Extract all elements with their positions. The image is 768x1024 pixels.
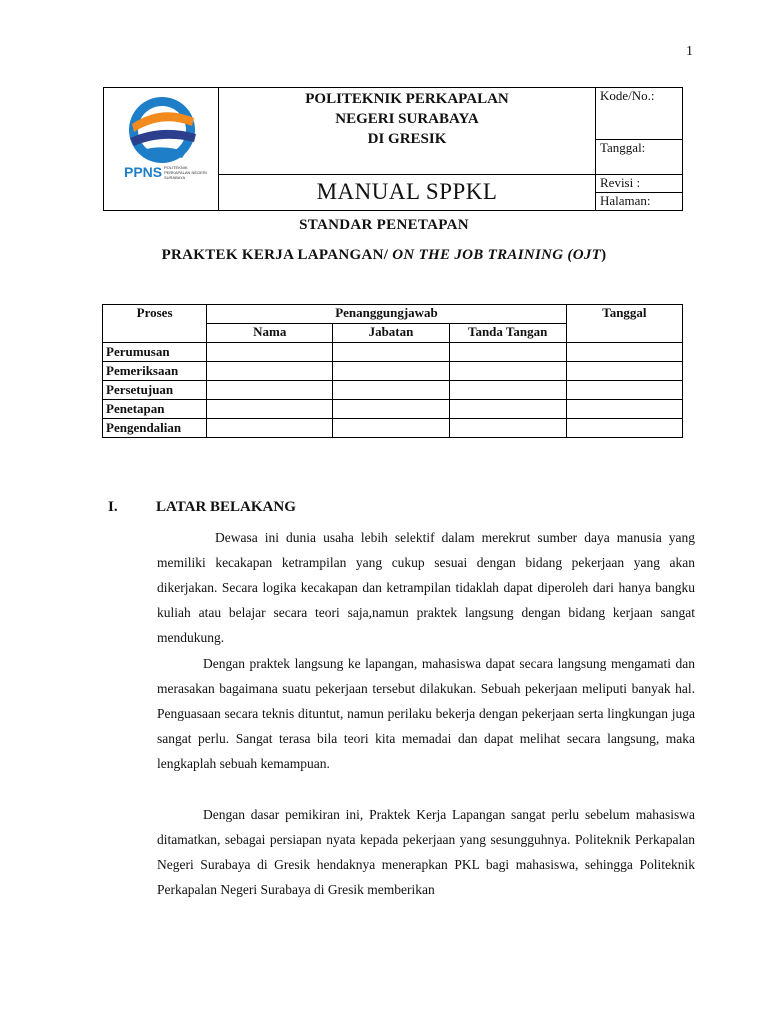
table-row — [103, 381, 683, 400]
institution-line-2: NEGERI SURABAYA — [335, 111, 479, 127]
cell-tanda-tangan — [449, 343, 566, 362]
cell-jabatan — [333, 419, 449, 438]
cell-nama — [207, 343, 333, 362]
document-title-line-1: STANDAR PENETAPAN — [299, 217, 469, 233]
row-label: Pemeriksaan — [103, 362, 207, 381]
cell-tanda-tangan — [449, 400, 566, 419]
title-normal: PRAKTEK KERJA LAPANGAN/ — [161, 247, 393, 263]
cell-tanggal — [566, 419, 682, 438]
document-header — [103, 87, 683, 211]
row-label: Perumusan — [103, 343, 207, 362]
cell-nama — [207, 362, 333, 381]
cell-tanda-tangan — [449, 419, 566, 438]
cell-tanda-tangan — [449, 362, 566, 381]
row-label: Penetapan — [103, 400, 207, 419]
header-proses: Proses — [103, 305, 207, 343]
header-penanggungjawab: Penanggungjawab — [207, 305, 567, 324]
cell-nama — [207, 400, 333, 419]
approval-table — [102, 304, 683, 438]
table-row — [103, 400, 683, 419]
cell-jabatan — [333, 343, 449, 362]
ppns-emblem-icon — [122, 94, 202, 166]
cell-jabatan — [333, 362, 449, 381]
logo-subtext: POLITEKNIK PERKAPALAN NEGERI SURABAYA — [164, 165, 207, 180]
table-row — [103, 362, 683, 381]
logo-text: PPNS — [124, 164, 163, 180]
meta-revisi: Revisi : — [596, 175, 683, 193]
header-jabatan: Jabatan — [333, 324, 449, 343]
paragraph-2: Dengan praktek langsung ke lapangan, mahasiswa dapat secara langsung mengamati dan merasakan bagaimana suatu pekerjaan tersebut dilakukan. Sebuah pekerjaan meliputi banyak hal. Penguasaan secara teknis dituntut, namun perilaku bekerja dengan pekerjaan serta lingkungan juga sangat perlu. Sangat terasa bila teori kita memadai dan dapat melihat secara langsung, maka lengkaplah sebuah kemampuan. — [157, 656, 695, 771]
page-number: 1 — [686, 44, 693, 59]
meta-halaman: Halaman: — [596, 193, 683, 211]
ppns-logo — [104, 88, 218, 192]
cell-tanggal — [566, 362, 682, 381]
institution-line-1: POLITEKNIK PERKAPALAN — [305, 91, 509, 107]
table-row — [103, 343, 683, 362]
header-tanggal: Tanggal — [566, 305, 682, 343]
document-title-line-2 — [0, 247, 768, 264]
cell-jabatan — [333, 400, 449, 419]
row-label: Pengendalian — [103, 419, 207, 438]
institution-cell — [219, 88, 596, 175]
table-row — [103, 419, 683, 438]
logo-cell — [104, 88, 219, 211]
section-number: I. — [108, 499, 118, 515]
cell-tanggal — [566, 400, 682, 419]
header-nama: Nama — [207, 324, 333, 343]
cell-nama — [207, 419, 333, 438]
paragraph-3: Dengan dasar pemikiran ini, Praktek Kerja Lapangan sangat perlu sebelum mahasiswa ditamatkan, sebagai persiapan nyata kepada pekerjaan yang sesungguhnya. Politeknik Perkapalan Negeri Surabaya di Gresik hendaknya menerapkan PKL bagi mahasiswa, sehingga Politeknik Perkapalan Negeri Surabaya di Gresik memberikan — [157, 807, 695, 897]
manual-title-cell — [219, 175, 596, 211]
paragraph-1: Dewasa ini dunia usaha lebih selektif dalam merekrut sumber daya manusia yang memiliki kecakapan ketrampilan yang cukup sesuai dengan bidang pekerjaan yang akan dikerjakan. Secara logika kecakapan dan ketrampilan tidaklah dapat diperoleh dari hanya bangku kuliah atau belajar secara teori saja,namun praktek langsung dengan bidang kerjaan sangat mendukung. — [157, 530, 695, 645]
title-italic: ON THE JOB TRAINING (OJT — [392, 247, 602, 263]
cell-tanggal — [566, 381, 682, 400]
cell-nama — [207, 381, 333, 400]
cell-jabatan — [333, 381, 449, 400]
cell-tanda-tangan — [449, 381, 566, 400]
cell-tanggal — [566, 343, 682, 362]
title-end: ) — [601, 247, 607, 263]
section-title: LATAR BELAKANG — [156, 499, 296, 515]
row-label: Persetujuan — [103, 381, 207, 400]
manual-title: MANUAL SPPKL — [316, 179, 498, 204]
meta-tanggal: Tanggal: — [596, 140, 683, 175]
header-tanda-tangan: Tanda Tangan — [449, 324, 566, 343]
meta-kode: Kode/No.: — [596, 88, 683, 140]
section-heading — [108, 499, 296, 516]
institution-line-3: DI GRESIK — [367, 131, 447, 147]
